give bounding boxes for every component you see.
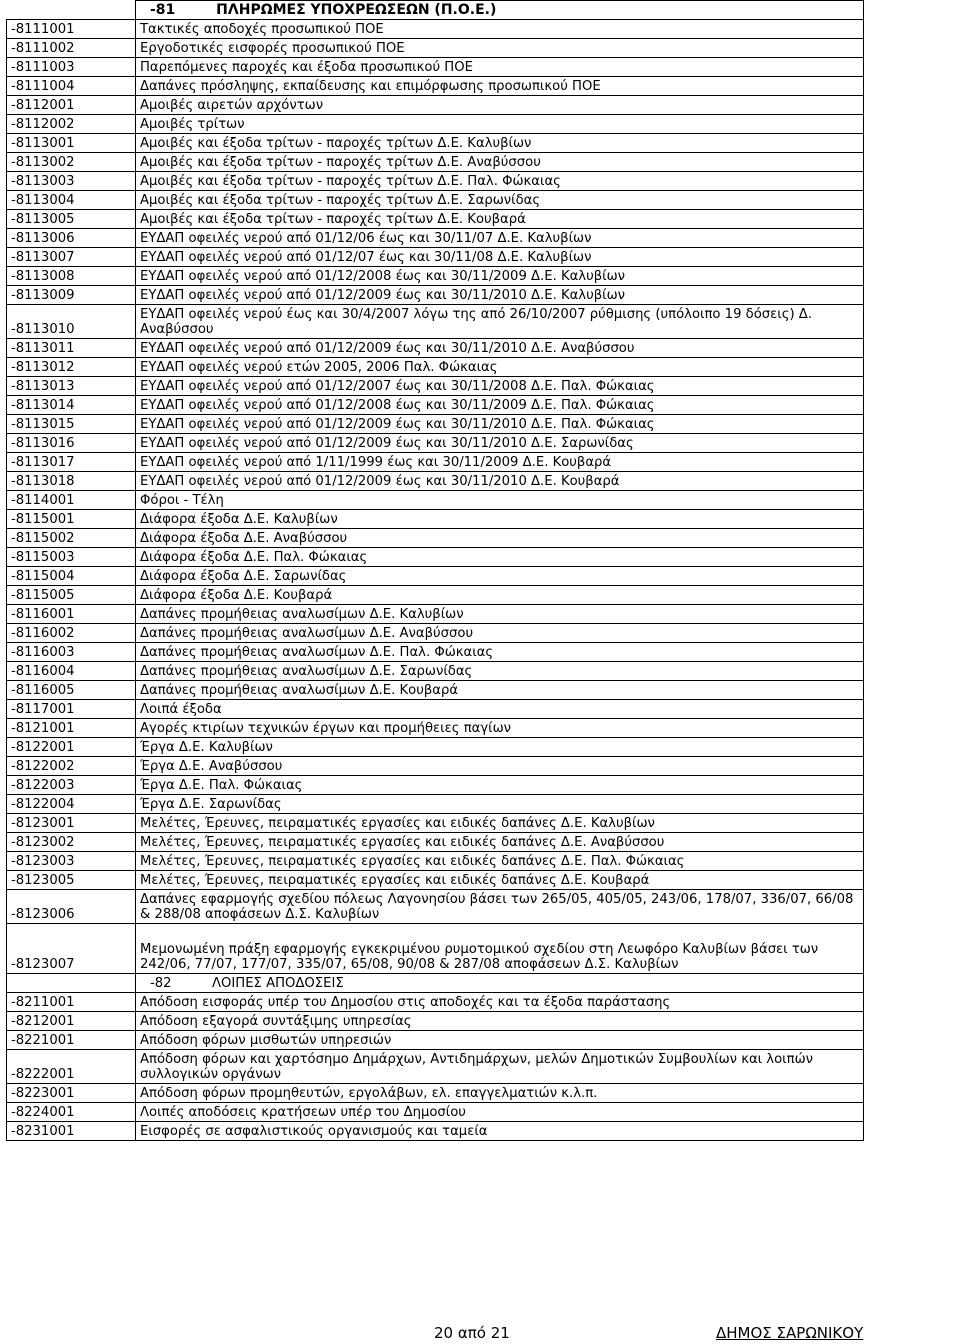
- account-description: Απόδοση εξαγορά συντάξιμης υπηρεσίας: [136, 1012, 864, 1031]
- account-code: -8113003: [7, 172, 136, 191]
- account-code: -8116001: [7, 605, 136, 624]
- account-description: Αμοιβές και έξοδα τρίτων - παροχές τρίτων Δ.Ε. Σαρωνίδας: [136, 191, 864, 210]
- account-description: Έργα Δ.Ε. Παλ. Φώκαιας: [136, 776, 864, 795]
- page-number: 20 από 21: [434, 1324, 510, 1342]
- account-description: Μελέτες, Έρευνες, πειραματικές εργασίες και ειδικές δαπάνες Δ.Ε. Αναβύσσου: [136, 833, 864, 852]
- table-row: [7, 795, 864, 814]
- table-row: [7, 39, 864, 58]
- account-code: -8115001: [7, 510, 136, 529]
- account-code: -8113001: [7, 134, 136, 153]
- account-code: -8224001: [7, 1103, 136, 1122]
- table-row: [7, 757, 864, 776]
- table-row: [7, 415, 864, 434]
- account-code: -8231001: [7, 1122, 136, 1141]
- table-row: [7, 77, 864, 96]
- account-description: Δαπάνες προμήθειας αναλωσίμων Δ.Ε. Σαρωνίδας: [136, 662, 864, 681]
- table-row: [7, 993, 864, 1012]
- account-code: -8123005: [7, 871, 136, 890]
- table-row: [7, 624, 864, 643]
- account-description: Αμοιβές και έξοδα τρίτων - παροχές τρίτων Δ.Ε. Κουβαρά: [136, 210, 864, 229]
- account-code: -8113005: [7, 210, 136, 229]
- table-row: [7, 510, 864, 529]
- account-code: -8123001: [7, 814, 136, 833]
- table-row: [7, 358, 864, 377]
- table-row: [7, 396, 864, 415]
- account-description: Παρεπόμενες παροχές και έξοδα προσωπικού ΠΟΕ: [136, 58, 864, 77]
- account-description: ΕΥΔΑΠ οφειλές νερού από 1/11/1999 έως και 30/11/2009 Δ.Ε. Κουβαρά: [136, 453, 864, 472]
- account-code: -8116005: [7, 681, 136, 700]
- account-code: -8113010: [7, 305, 136, 339]
- subsection-code: -82: [150, 976, 172, 991]
- table-row: [7, 643, 864, 662]
- account-description: ΕΥΔΑΠ οφειλές νερού από 01/12/07 έως και 30/11/08 Δ.Ε. Καλυβίων: [136, 248, 864, 267]
- account-code: -8115002: [7, 529, 136, 548]
- table-row: [7, 153, 864, 172]
- account-description: Αμοιβές αιρετών αρχόντων: [136, 96, 864, 115]
- table-row: [7, 1084, 864, 1103]
- account-code: -8122003: [7, 776, 136, 795]
- account-description: Μελέτες, Έρευνες, πειραματικές εργασίες και ειδικές δαπάνες Δ.Ε. Παλ. Φώκαιας: [136, 852, 864, 871]
- account-code: -8113013: [7, 377, 136, 396]
- account-code: -8116004: [7, 662, 136, 681]
- account-description: Αγορές κτιρίων τεχνικών έργων και προμήθειες παγίων: [136, 719, 864, 738]
- page-footer: [0, 1322, 960, 1344]
- account-code: -8122001: [7, 738, 136, 757]
- account-code: -8121001: [7, 719, 136, 738]
- table-row: [7, 1050, 864, 1084]
- table-row: [7, 890, 864, 924]
- account-description: Διάφορα έξοδα Δ.Ε. Κουβαρά: [136, 586, 864, 605]
- account-code: -8111001: [7, 20, 136, 39]
- footer-organization: ΔΗΜΟΣ ΣΑΡΩΝΙΚΟΥ: [716, 1324, 864, 1342]
- account-description: Δαπάνες προμήθειας αναλωσίμων Δ.Ε. Αναβύσσου: [136, 624, 864, 643]
- subsection-title: ΛΟΙΠΕΣ ΑΠΟΔΟΣΕΙΣ: [212, 976, 344, 991]
- account-code: -8113002: [7, 153, 136, 172]
- account-description: ΕΥΔΑΠ οφειλές νερού από 01/12/2009 έως και 30/11/2010 Δ.Ε. Καλυβίων: [136, 286, 864, 305]
- account-code: -8111004: [7, 77, 136, 96]
- table-row: [7, 871, 864, 890]
- account-code: -8113012: [7, 358, 136, 377]
- account-code: -8116002: [7, 624, 136, 643]
- account-description: Δαπάνες προμήθειας αναλωσίμων Δ.Ε. Κουβαρά: [136, 681, 864, 700]
- account-description: Δαπάνες πρόσληψης, εκπαίδευσης και επιμόρφωσης προσωπικού ΠΟΕ: [136, 77, 864, 96]
- table-row: [7, 924, 864, 974]
- table-row: [7, 58, 864, 77]
- table-row: [7, 586, 864, 605]
- account-description: ΕΥΔΑΠ οφειλές νερού από 01/12/2007 έως και 30/11/2008 Δ.Ε. Παλ. Φώκαιας: [136, 377, 864, 396]
- table-row: [7, 852, 864, 871]
- table-row: [7, 434, 864, 453]
- account-code: -8113015: [7, 415, 136, 434]
- account-description: ΕΥΔΑΠ οφειλές νερού έως και 30/4/2007 λόγω της από 26/10/2007 ρύθμισης (υπόλοιπο 19 δόσεις) Δ. Αναβύσσου: [136, 305, 864, 339]
- table-row: [7, 662, 864, 681]
- table-row: [7, 1103, 864, 1122]
- table-row: [7, 719, 864, 738]
- account-code: -8123003: [7, 852, 136, 871]
- account-code: -8113004: [7, 191, 136, 210]
- table-row: [7, 453, 864, 472]
- account-description: Απόδοση φόρων και χαρτόσημο Δημάρχων, Αντιδημάρχων, μελών Δημοτικών Συμβουλίων και λοιπών συλλογικών οργάνων: [136, 1050, 864, 1084]
- account-description: Εργοδοτικές εισφορές προσωπικού ΠΟΕ: [136, 39, 864, 58]
- account-code: -8116003: [7, 643, 136, 662]
- account-code: -8113008: [7, 267, 136, 286]
- table-row: [7, 472, 864, 491]
- account-description: Έργα Δ.Ε. Αναβύσσου: [136, 757, 864, 776]
- account-description: Μελέτες, Έρευνες, πειραματικές εργασίες και ειδικές δαπάνες Δ.Ε. Κουβαρά: [136, 871, 864, 890]
- section-header-row: [7, 1, 864, 20]
- account-description: Διάφορα έξοδα Δ.Ε. Σαρωνίδας: [136, 567, 864, 586]
- account-code: -8122002: [7, 757, 136, 776]
- account-code: -8113014: [7, 396, 136, 415]
- account-description: ΕΥΔΑΠ οφειλές νερού από 01/12/2009 έως και 30/11/2010 Δ.Ε. Σαρωνίδας: [136, 434, 864, 453]
- section-title: ΠΛΗΡΩΜΕΣ ΥΠΟΧΡΕΩΣΕΩΝ (Π.Ο.Ε.): [216, 2, 497, 18]
- table-row: [7, 776, 864, 795]
- table-row: [7, 529, 864, 548]
- table-row: [7, 491, 864, 510]
- account-description: ΕΥΔΑΠ οφειλές νερού από 01/12/2009 έως και 30/11/2010 Δ.Ε. Παλ. Φώκαιας: [136, 415, 864, 434]
- account-description: Τακτικές αποδοχές προσωπικού ΠΟΕ: [136, 20, 864, 39]
- account-description: ΕΥΔΑΠ οφειλές νερού από 01/12/2008 έως και 30/11/2009 Δ.Ε. Παλ. Φώκαιας: [136, 396, 864, 415]
- account-code: -8211001: [7, 993, 136, 1012]
- account-description: Απόδοση φόρων μισθωτών υπηρεσιών: [136, 1031, 864, 1050]
- account-description: Λοιπά έξοδα: [136, 700, 864, 719]
- section-code: -81: [150, 2, 176, 18]
- account-code: -8122004: [7, 795, 136, 814]
- table-row: [7, 305, 864, 339]
- account-code: -8123006: [7, 890, 136, 924]
- account-description: Δαπάνες εφαρμογής σχεδίου πόλεως Λαγονησίου βάσει των 265/05, 405/05, 243/06, 178/07, 336/07, 66/08 & 288/08 αποφάσεων Δ.Σ. Καλυβίων: [136, 890, 864, 924]
- account-description: Διάφορα έξοδα Δ.Ε. Καλυβίων: [136, 510, 864, 529]
- account-code: -8222001: [7, 1050, 136, 1084]
- subsection-header-row: [7, 974, 864, 993]
- table-row: [7, 567, 864, 586]
- table-row: [7, 248, 864, 267]
- account-code: -8112001: [7, 96, 136, 115]
- table-row: [7, 1012, 864, 1031]
- account-code: -8111002: [7, 39, 136, 58]
- account-description: Έργα Δ.Ε. Καλυβίων: [136, 738, 864, 757]
- account-description: ΕΥΔΑΠ οφειλές νερού από 01/12/2009 έως και 30/11/2010 Δ.Ε. Κουβαρά: [136, 472, 864, 491]
- table-row: [7, 681, 864, 700]
- account-description: Αμοιβές και έξοδα τρίτων - παροχές τρίτων Δ.Ε. Αναβύσσου: [136, 153, 864, 172]
- accounts-table: [6, 0, 864, 1141]
- table-row: [7, 229, 864, 248]
- account-code: -8111003: [7, 58, 136, 77]
- account-description: Αμοιβές και έξοδα τρίτων - παροχές τρίτων Δ.Ε. Παλ. Φώκαιας: [136, 172, 864, 191]
- subsection-header-title: [136, 974, 864, 993]
- account-code: -8112002: [7, 115, 136, 134]
- table-row: [7, 96, 864, 115]
- account-code: -8114001: [7, 491, 136, 510]
- table-row: [7, 20, 864, 39]
- table-row: [7, 172, 864, 191]
- account-code: -8113009: [7, 286, 136, 305]
- table-row: [7, 1122, 864, 1141]
- account-description: Δαπάνες προμήθειας αναλωσίμων Δ.Ε. Παλ. Φώκαιας: [136, 643, 864, 662]
- account-code: -8113006: [7, 229, 136, 248]
- account-description: Αμοιβές και έξοδα τρίτων - παροχές τρίτων Δ.Ε. Καλυβίων: [136, 134, 864, 153]
- account-code: -8113007: [7, 248, 136, 267]
- account-description: Απόδοση φόρων προμηθευτών, εργολάβων, ελ. επαγγελματιών κ.λ.π.: [136, 1084, 864, 1103]
- account-description: Μεμονωμένη πράξη εφαρμογής εγκεκριμένου ρυμοτομικού σχεδίου στη Λεωφόρο Καλυβίων βάσει των 242/06, 77/07, 177/07, 335/07, 65/08, 90/08 & 287/08 αποφάσεων Δ.Σ. Καλυβίων: [136, 924, 864, 974]
- account-code: -8212001: [7, 1012, 136, 1031]
- account-description: Έργα Δ.Ε. Σαρωνίδας: [136, 795, 864, 814]
- account-code: -8221001: [7, 1031, 136, 1050]
- account-description: Φόροι - Τέλη: [136, 491, 864, 510]
- table-row: [7, 1031, 864, 1050]
- table-row: [7, 548, 864, 567]
- table-row: [7, 833, 864, 852]
- table-row: [7, 286, 864, 305]
- account-description: ΕΥΔΑΠ οφειλές νερού από 01/12/2009 έως και 30/11/2010 Δ.Ε. Αναβύσσου: [136, 339, 864, 358]
- account-code: -8115004: [7, 567, 136, 586]
- table-row: [7, 210, 864, 229]
- account-description: Απόδοση εισφοράς υπέρ του Δημοσίου στις αποδοχές και τα έξοδα παράστασης: [136, 993, 864, 1012]
- account-description: Δαπάνες προμήθειας αναλωσίμων Δ.Ε. Καλυβίων: [136, 605, 864, 624]
- account-description: ΕΥΔΑΠ οφειλές νερού από 01/12/2008 έως και 30/11/2009 Δ.Ε. Καλυβίων: [136, 267, 864, 286]
- account-code: -8115005: [7, 586, 136, 605]
- account-code: -8113011: [7, 339, 136, 358]
- account-description: Αμοιβές τρίτων: [136, 115, 864, 134]
- table-row: [7, 115, 864, 134]
- table-row: [7, 377, 864, 396]
- table-row: [7, 134, 864, 153]
- account-code: -8113018: [7, 472, 136, 491]
- account-description: Διάφορα έξοδα Δ.Ε. Παλ. Φώκαιας: [136, 548, 864, 567]
- section-header-title: [136, 1, 864, 20]
- account-code: -8223001: [7, 1084, 136, 1103]
- account-code: -8123007: [7, 924, 136, 974]
- account-code: -8115003: [7, 548, 136, 567]
- account-description: Λοιπές αποδόσεις κρατήσεων υπέρ του Δημοσίου: [136, 1103, 864, 1122]
- table-row: [7, 700, 864, 719]
- account-description: Εισφορές σε ασφαλιστικούς οργανισμούς και ταμεία: [136, 1122, 864, 1141]
- section-header-code-cell: [7, 1, 136, 20]
- subsection-header-code-cell: [7, 974, 136, 993]
- table-row: [7, 339, 864, 358]
- account-description: Μελέτες, Έρευνες, πειραματικές εργασίες και ειδικές δαπάνες Δ.Ε. Καλυβίων: [136, 814, 864, 833]
- table-row: [7, 814, 864, 833]
- account-description: ΕΥΔΑΠ οφειλές νερού από 01/12/06 έως και 30/11/07 Δ.Ε. Καλυβίων: [136, 229, 864, 248]
- account-description: Διάφορα έξοδα Δ.Ε. Αναβύσσου: [136, 529, 864, 548]
- table-row: [7, 267, 864, 286]
- account-code: -8117001: [7, 700, 136, 719]
- table-row: [7, 191, 864, 210]
- account-description: ΕΥΔΑΠ οφειλές νερού ετών 2005, 2006 Παλ. Φώκαιας: [136, 358, 864, 377]
- account-code: -8123002: [7, 833, 136, 852]
- table-row: [7, 738, 864, 757]
- table-row: [7, 605, 864, 624]
- account-code: -8113016: [7, 434, 136, 453]
- account-code: -8113017: [7, 453, 136, 472]
